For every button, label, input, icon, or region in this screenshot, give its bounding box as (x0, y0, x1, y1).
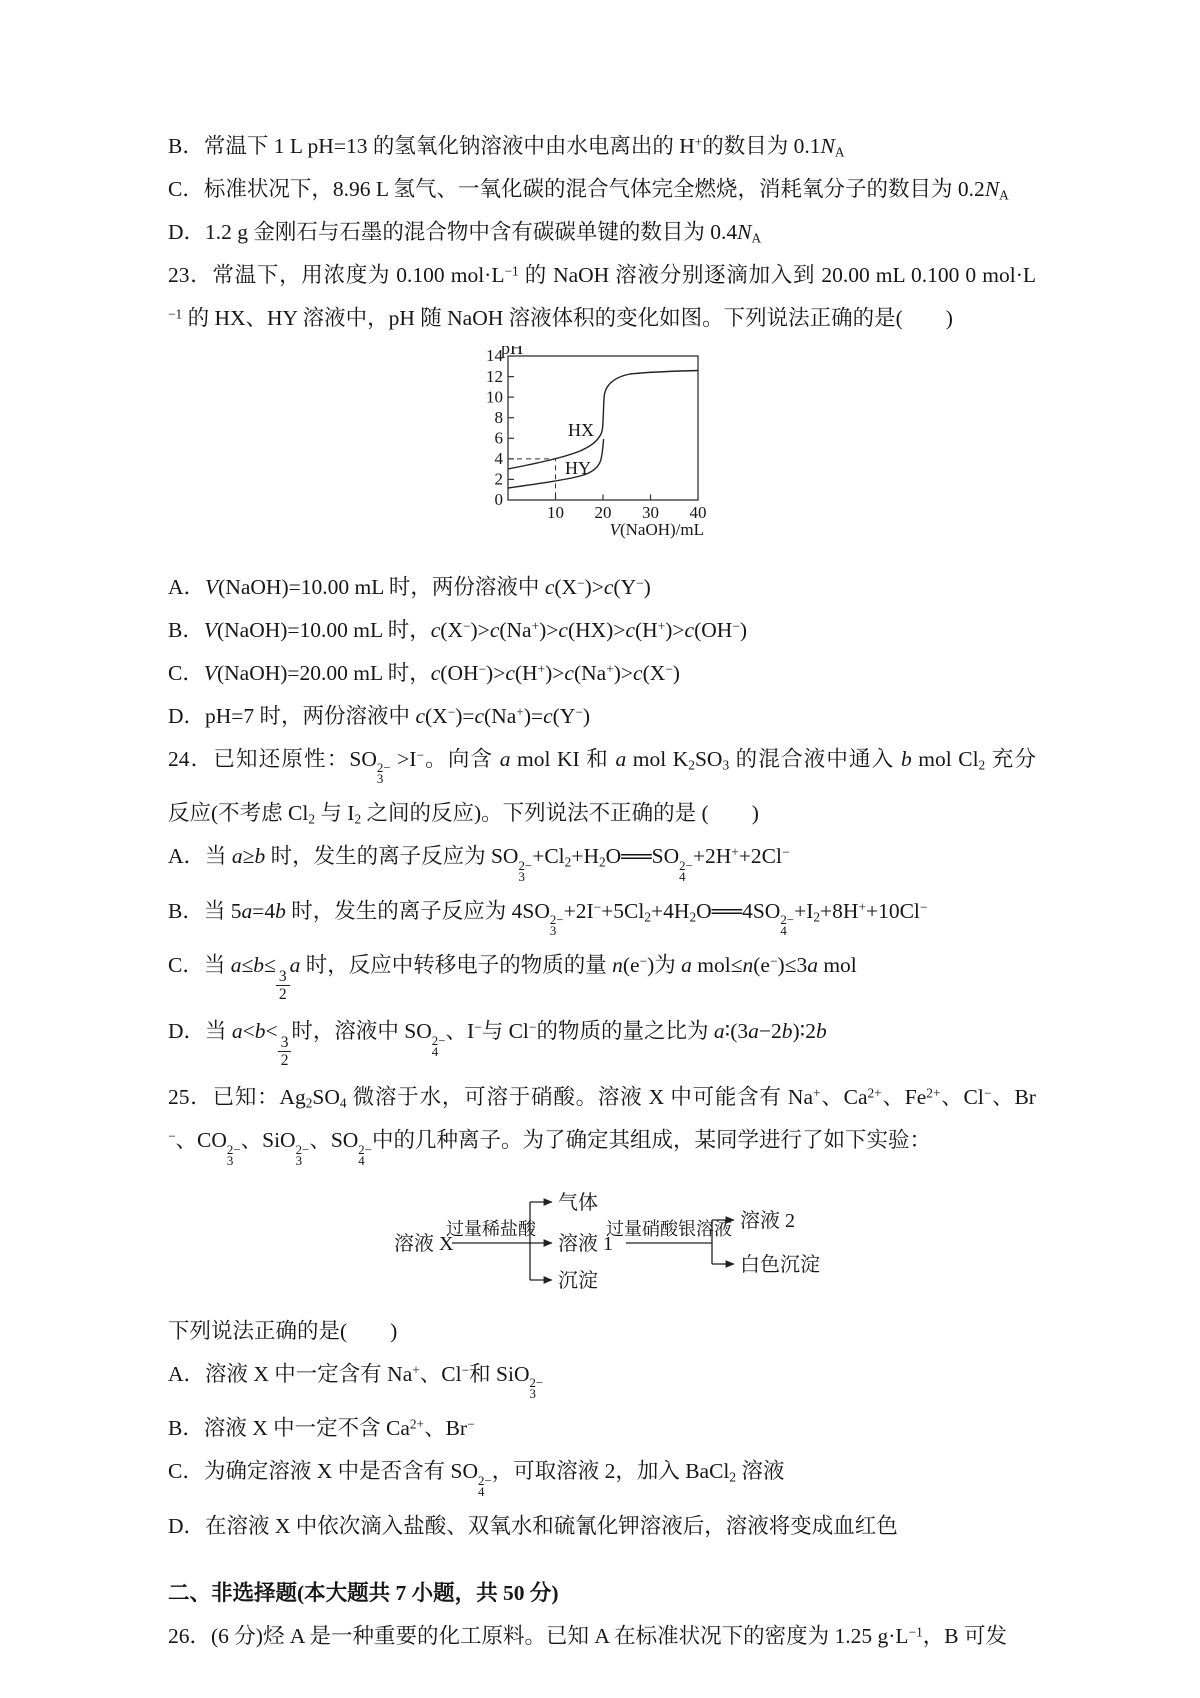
q25-question-line: 下列说法正确的是( ) (168, 1318, 398, 1343)
flow-node-white-precipitate: 白色沉淀 (740, 1253, 820, 1276)
hy-curve-label: HY (565, 458, 591, 478)
svg-text:12: 12 (486, 367, 503, 386)
q22-option-b: B．常温下 1 L pH=13 的氢氧化钠溶液中由水电离出的 H+的数目为 $0.1N_A$ (168, 134, 845, 160)
dashed-guide-lines (508, 459, 556, 500)
svg-text:40: 40 (689, 503, 707, 522)
svg-text:4: 4 (494, 449, 503, 468)
svg-text:14: 14 (486, 346, 503, 365)
q23-stem-line2: $^{-1}$ 的 HX、HY 溶液中，pH 随 NaOH 溶液体积的变化如图。下列说法正确的是( ) (168, 306, 953, 330)
q23-option-b: B．V(NaOH)=10.00 mL 时，c(X−)>c(Na+)>c(HX)>c(H+)>c(OH−) (168, 618, 747, 642)
hx-curve (508, 371, 698, 470)
q23-stem-line1: 23．常温下，用浓度为 0.100 $mol\cdot L^{-1}$ 的 NaOH 溶液分别逐滴加入到 20.00 mL 0.100 0 mol·L (168, 263, 1037, 287)
svg-text:10: 10 (547, 503, 564, 522)
flow-node-solution-x: 溶液 X (394, 1232, 454, 1255)
q23-option-c: C．V(NaOH)=20.00 mL 时，c(OH−)>c(H+)>c(Na+)>c(X−) (168, 661, 680, 685)
flow-arrow2-label: 过量硝酸银溶液 (606, 1218, 732, 1239)
q23-option-a: A．V(NaOH)=10.00 mL 时，两份溶液中 c(X−)>c(Y−) (168, 575, 651, 599)
q22-option-c: C．标准状况下，8.96 L 氢气、一氧化碳的混合气体完全燃烧，消耗氧分子的数目为 $0.2N_A$ (168, 177, 1009, 203)
q24-stem-line1: 24．已知还原性：SO 2− 3 >I−。向含 a mol KI 和 a mol $K_2SO_3$ 的混合液中通入 b mol $Cl_2$ 充分 (168, 747, 1036, 787)
y-axis-ticks (508, 377, 514, 480)
flow-node-gas: 气体 (558, 1191, 598, 1214)
svg-text:2: 2 (494, 469, 503, 489)
q24-stem-line2: 反应(不考虑 $Cl_2$ 与 $I_2$ 之间的反应)。下列说法不正确的是 ( ) (168, 801, 759, 827)
q25-option-d: D．在溶液 X 中依次滴入盐酸、双氧水和硫氰化钾溶液后，溶液将变成血红色 (168, 1513, 898, 1538)
svg-text:10: 10 (486, 387, 503, 407)
q25-stem-line1: 25．已知：$Ag_2SO_4$ 微溶于水，可溶于硝酸。溶液 X 中可能含有 Na+、$Ca^{2+}$、$Fe^{2+}$、Cl−、Br (168, 1085, 1036, 1111)
y-axis-title: pH (501, 346, 523, 358)
q24-option-c: C．当 a≤b≤ $\frac{3}{2}$ a 时，反应中转移电子的物质的量 n(e−)为 a mol≤n(e−)≤3a mol (168, 953, 857, 1003)
q25-option-a: A．溶液 X 中一定含有 Na+、Cl−和 SiO 2− 3 (168, 1361, 544, 1402)
q24-option-b: B．当 5a=4b 时，发生的离子反应为 4SO 2− 3 $+2I^-+5Cl_2+4H_2O══4SO$ 2− 4 $+I_2+8H^++10Cl^-$ (168, 898, 928, 939)
q24-option-d: D．当 a<b< $\frac{3}{2}$ 时，溶液中 SO 2− 4 、I−与 Cl−的物质的量之比为 a∶(3a−2b)∶2b (168, 1019, 827, 1070)
q25-stem-line2: −、CO 2− 3 、SiO 2− 3 、SO 2− 4 中的几种离子。为了确定其组成，某同学进行了如下实验： (168, 1128, 932, 1168)
q26-stem-line1: 26．(6 分)烃 A 是一种重要的化工原料。已知 A 在标准状况下的密度为 1.25 $g\cdot L^{-1}$，B 可发 (168, 1623, 1007, 1648)
ph-titration-chart (468, 346, 1036, 550)
flow-node-solution1: 溶液 1 (558, 1232, 613, 1255)
flow-node-solution2: 溶液 2 (740, 1209, 795, 1232)
svg-text:30: 30 (642, 503, 659, 522)
flow-node-precipitate: 沉淀 (558, 1269, 598, 1292)
q24-option-a: A．当 a≥b 时，发生的离子反应为 SO 2− 3 $+Cl_2+H_2O══SO$ 2− 4 +2H++2Cl− (168, 844, 790, 884)
flow-arrow1-label: 过量稀盐酸 (446, 1218, 536, 1239)
page-content (168, 0, 1036, 1664)
experiment-flowchart (394, 1180, 1036, 1306)
x-axis-title: V(NaOH)/mL (609, 520, 704, 539)
q22-option-d: D．1.2 g 金刚石与石墨的混合物中含有碳碳单键的数目为 $0.4N_A$ (168, 220, 762, 246)
flowchart-svg (394, 1180, 830, 1300)
q25-option-c: C．为确定溶液 X 中是否含有 SO 2− 4 ，可取溶液 2，加入 BaCl$_2$ 溶液 (168, 1459, 785, 1499)
svg-text:8: 8 (494, 408, 503, 427)
svg-text:6: 6 (494, 428, 503, 448)
svg-text:0: 0 (494, 490, 503, 509)
y-axis-labels (486, 346, 504, 509)
x-axis-ticks (556, 495, 651, 501)
ph-chart-svg (468, 346, 730, 544)
svg-text:20: 20 (594, 503, 612, 522)
q25-option-b: B．溶液 X 中一定不含 $Ca^{2+}$、Br− (168, 1416, 475, 1441)
q23-option-d: D．pH=7 时，两份溶液中 c(X−)=c(Na+)=c(Y−) (168, 704, 591, 728)
hx-curve-label: HX (568, 420, 594, 440)
section2-heading: 二、非选择题(本大题共 7 小题，共 50 分) (168, 1580, 559, 1605)
